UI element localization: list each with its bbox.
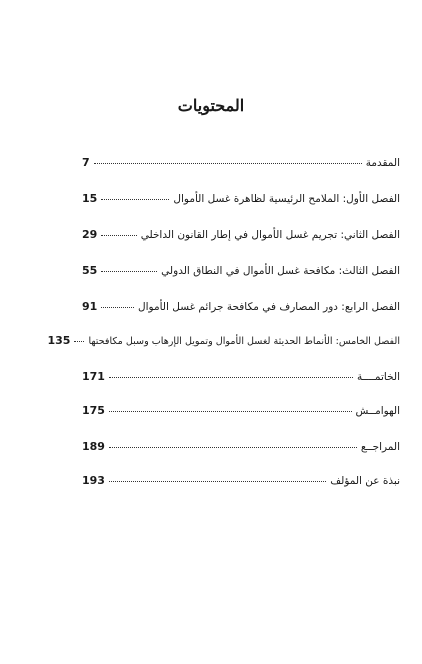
- toc-entry-introduction: [82, 156, 400, 176]
- toc-entry-conclusion: [82, 370, 400, 390]
- dot-leader: [109, 480, 326, 482]
- toc-entry-page-number: 55: [82, 264, 98, 277]
- toc-entry-page-number: 135: [47, 334, 71, 347]
- dot-leader: [109, 446, 357, 448]
- dot-leader: [101, 270, 157, 272]
- dot-leader: [74, 340, 84, 342]
- toc-entry-label: الفصل الخامس: الأنماط الحديثة لغسل الأموال وتمويل الإرهاب وسبل مكافحتها: [88, 336, 400, 347]
- toc-entry-page-number: 175: [82, 404, 105, 417]
- toc-entry-label: الخاتمــــة: [356, 371, 400, 383]
- toc-entry-page-number: 91: [82, 300, 98, 313]
- toc-entry-chapter-2: [82, 228, 400, 248]
- toc-entry-page-number: 171: [82, 370, 105, 383]
- toc-entry-label: المراجــع: [360, 441, 400, 453]
- toc-entry-footnotes: [82, 404, 400, 424]
- toc-entry-about-author: [82, 474, 400, 494]
- toc-entry-page-number: 29: [82, 228, 98, 241]
- dot-leader: [94, 162, 362, 164]
- dot-leader: [101, 198, 169, 200]
- toc-entry-chapter-3: [82, 264, 400, 284]
- toc-entry-label: الهوامــش: [355, 405, 400, 417]
- toc-entry-page-number: 193: [82, 474, 105, 487]
- toc-entry-chapter-4: [82, 300, 400, 320]
- toc-entry-label: الفصل الثاني: تجريم غسل الأموال في إطار القانون الداخلي: [140, 229, 400, 241]
- toc-entry-label: الفصل الأول: الملامح الرئيسية لظاهرة غسل الأموال: [173, 193, 400, 205]
- dot-leader: [101, 306, 134, 308]
- toc-entry-label: نبذة عن المؤلف: [330, 475, 400, 487]
- dot-leader: [101, 234, 136, 236]
- toc-entry-page-number: 15: [82, 192, 98, 205]
- toc-entry-label: المقدمة: [365, 157, 400, 169]
- toc-entry-page-number: 7: [82, 156, 90, 169]
- toc-entry-chapter-5: [47, 334, 400, 354]
- page-title: المحتويات: [177, 96, 245, 115]
- toc-entry-chapter-1: [82, 192, 400, 212]
- toc-entry-references: [82, 440, 400, 460]
- toc-entry-label: الفصل الرابع: دور المصارف في مكافحة جرائم غسل الأموال: [138, 301, 400, 313]
- toc-entry-label: الفصل الثالث: مكافحة غسل الأموال في النطاق الدولي: [161, 265, 400, 277]
- toc-entry-page-number: 189: [82, 440, 105, 453]
- dot-leader: [109, 376, 353, 378]
- dot-leader: [109, 410, 352, 412]
